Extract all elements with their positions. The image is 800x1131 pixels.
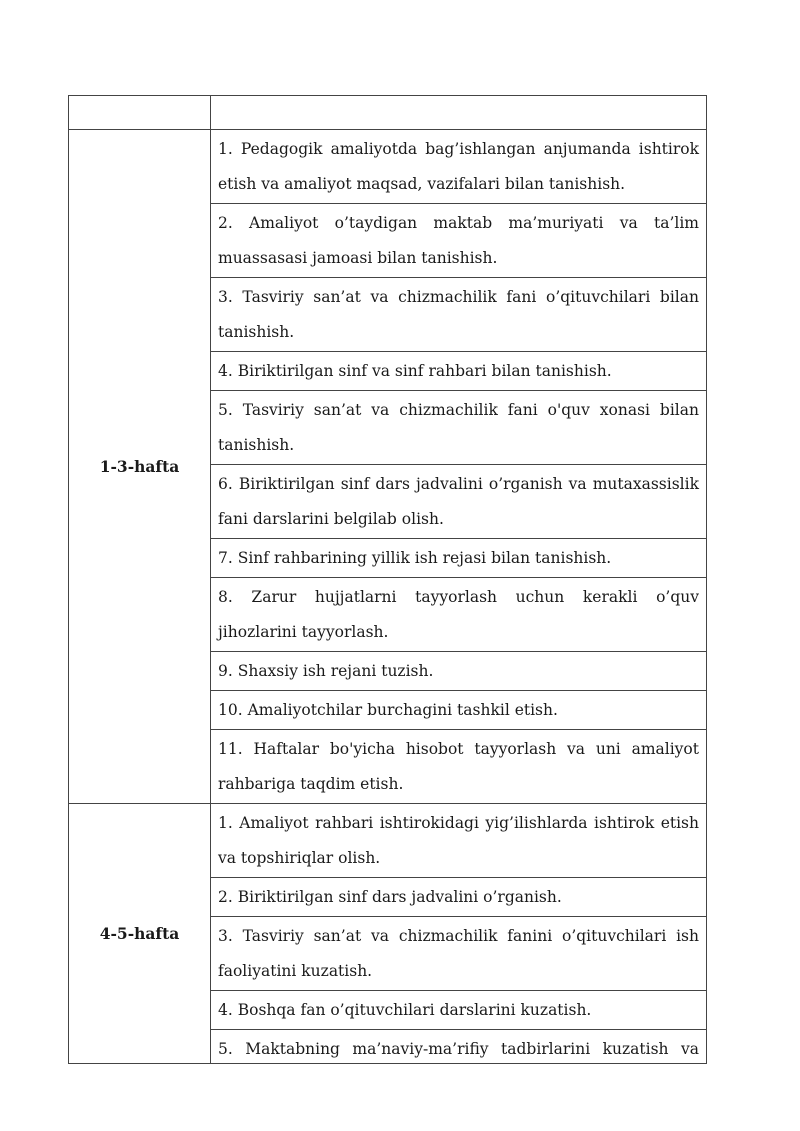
list-item: 5. Tasviriy san’at va chizmachilik fani o'quv xonasi bilan tanishish. — [211, 391, 706, 465]
document-page — [68, 95, 706, 1064]
list-item: 2. Biriktirilgan sinf dars jadvalini o’rganish. — [211, 878, 706, 917]
list-item: 4. Boshqa fan o’qituvchilari darslarini kuzatish. — [211, 991, 706, 1030]
table-row — [69, 804, 707, 1064]
header-cell-week — [69, 96, 211, 130]
week-label: 1-3-hafta — [69, 130, 211, 804]
list-item: 5. Maktabning ma’naviy-ma’rifiy tadbirlarini kuzatish va — [218, 1040, 699, 1058]
header-cell-tasks — [211, 96, 707, 130]
practice-schedule-table — [68, 95, 707, 1064]
list-item: 6. Biriktirilgan sinf dars jadvalini o’rganish va mutaxassislik fani darslarini belgilab olish. — [211, 465, 706, 539]
list-item: 4. Biriktirilgan sinf va sinf rahbari bilan tanishish. — [211, 352, 706, 391]
list-item: 1. Pedagogik amaliyotda bag’ishlangan anjumanda ishtirok etish va amaliyot maqsad, vazifalari bilan tanishish. — [211, 130, 706, 204]
list-item: 10. Amaliyotchilar burchagini tashkil etish. — [211, 691, 706, 730]
list-item: 8. Zarur hujjatlarni tayyorlash uchun kerakli o’quv jihozlarini tayyorlash. — [211, 578, 706, 652]
list-item: 7. Sinf rahbarining yillik ish rejasi bilan tanishish. — [211, 539, 706, 578]
list-item: 2. Amaliyot o’taydigan maktab ma’muriyati va ta’lim muassasasi jamoasi bilan tanishish. — [211, 204, 706, 278]
list-item: 11. Haftalar bo'yicha hisobot tayyorlash va uni amaliyot rahbariga taqdim etish. — [218, 740, 699, 793]
table-header-row — [69, 96, 707, 130]
week-label: 4-5-hafta — [69, 804, 211, 1064]
list-item: 3. Tasviriy san’at va chizmachilik fani o’qituvchilari bilan tanishish. — [211, 278, 706, 352]
list-item: 1. Amaliyot rahbari ishtirokidagi yig’ilishlarda ishtirok etish va topshiriqlar olish. — [211, 804, 706, 878]
list-item: 9. Shaxsiy ish rejani tuzish. — [211, 652, 706, 691]
task-list — [211, 804, 707, 1064]
table-row — [69, 130, 707, 804]
task-list — [211, 130, 707, 804]
list-item: 3. Tasviriy san’at va chizmachilik fanini o’qituvchilari ish faoliyatini kuzatish. — [211, 917, 706, 991]
